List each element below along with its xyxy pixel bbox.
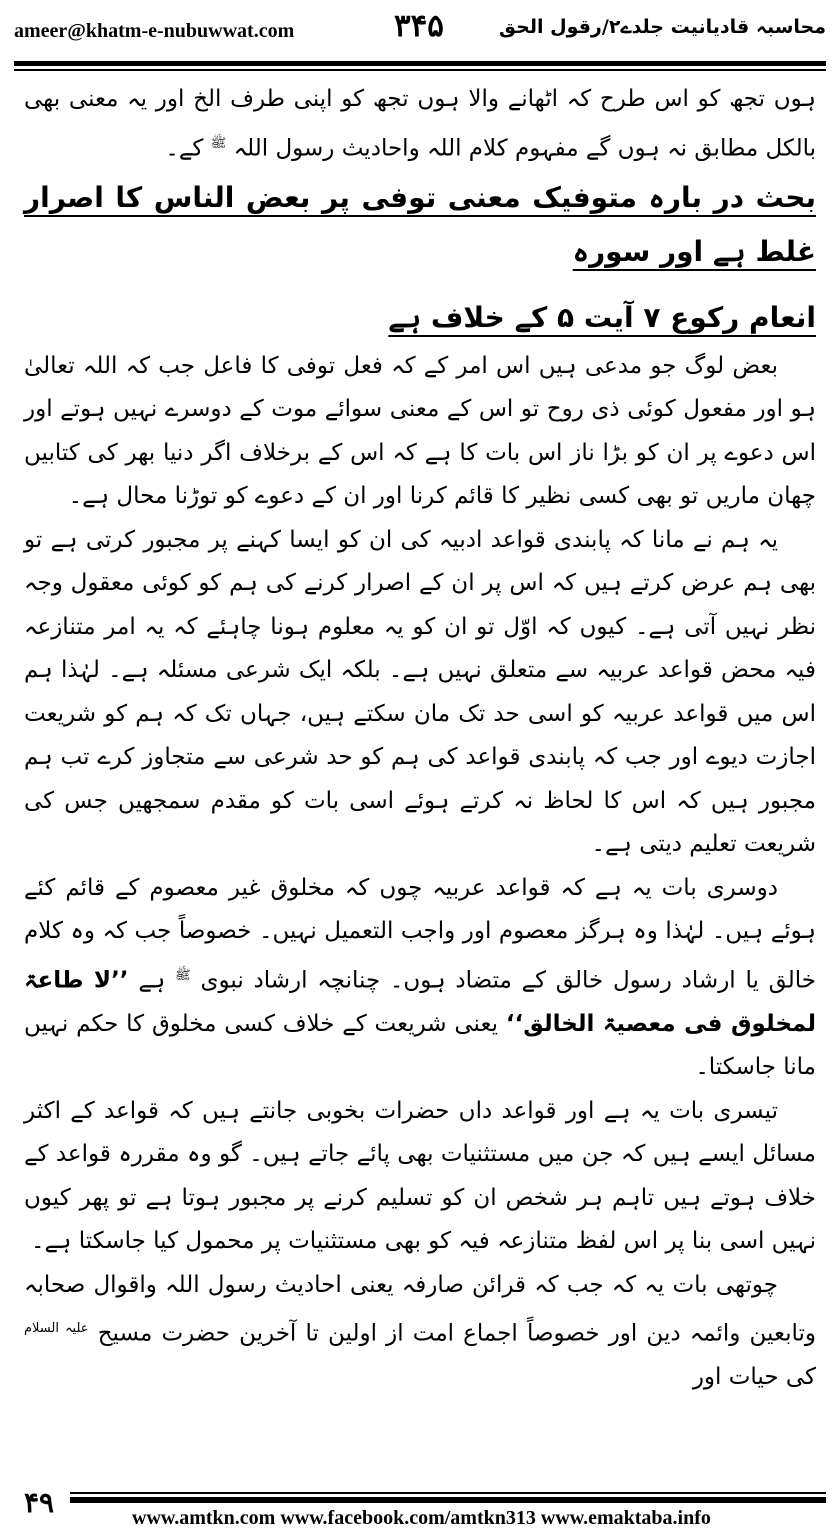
salutation-mark: علیہ السلام: [24, 1321, 89, 1337]
footer-page-number: ۴۹: [23, 1486, 55, 1519]
paragraph-6-end: کی حیات اور: [692, 1364, 816, 1391]
footer-rule-thin: [70, 1492, 826, 1494]
page-footer: [14, 1486, 826, 1530]
page-header: [14, 6, 826, 56]
salutation-mark: ﷺ: [210, 135, 227, 151]
paragraph-6: [24, 1264, 816, 1400]
header-rule-thin: [14, 69, 826, 71]
footer-rule-thick: [70, 1497, 826, 1503]
paragraph-1-text: ہوں تجھ کو اس طرح کہ اٹھانے والا ہوں تجھ کو اپنی طرف الخ اور یہ معنی بھی بالکل مطابق نہ ہوں گے مفہوم کلام اللہ واحادیث رسول اللہ: [24, 86, 816, 162]
paragraph-4-end: یعنی شریعت کے خلاف کسی مخلوق کا حکم نہیں مانا جاسکتا۔: [24, 1010, 816, 1081]
paragraph-4: [24, 867, 816, 1090]
page-body: [24, 78, 816, 1400]
paragraph-4-text: دوسری بات یہ ہے کہ قواعد عربیہ چوں کہ مخلوق غیر معصوم کے قائم کئے ہوئے ہیں۔ لہٰذا وہ ہرگز معصوم اور واجب التعمیل نہیں۔ خصوصاً جب کہ وہ کلام خالق یا ارشاد رسول خالق کے متضاد ہوں۔ چنانچہ ارشاد نبوی: [24, 874, 817, 994]
header-rule-thick: [14, 61, 826, 66]
arabic-quote: ’’لا طاعۃ لمخلوق فی معصیۃ الخالق‘‘: [24, 967, 816, 1037]
paragraph-1-end: کے۔: [165, 135, 204, 162]
paragraph-6-text: چوتھی بات یہ کہ جب کہ قرائن صارفہ یعنی احادیث رسول اللہ واقوال صحابہ وتابعین وائمہ دین اور خصوصاً اجماع امت از اولین تا آخرین حضرت مسیح: [24, 1271, 817, 1347]
section-heading-line-2: انعام رکوع ۷ آیت ۵ کے خلاف ہے: [388, 300, 816, 334]
header-email: ameer@khatm-e-nubuwwat.com: [14, 20, 295, 42]
paragraph-4-mid: ہے: [138, 967, 166, 994]
header-page-number: ۳۴۵: [394, 8, 444, 44]
salutation-mark: ﷺ: [175, 967, 191, 983]
paragraph-2: بعض لوگ جو مدعی ہیں اس امر کے کہ فعل توفی کا فاعل جب کہ اللہ تعالیٰ ہو اور مفعول کوئی ذی روح تو اس کے معنی سوائے موت کے دوسرے نہیں ہوتے اور اس دعوے پر ان کو بڑا ناز اس بات کا ہے کہ اس کے برخلاف اگر دنیا بھر کی کتابیں چھان ماریں تو بھی کسی نظیر کا قائم کرنا اور ان کے دعوے کو توڑنا محال ہے۔: [24, 352, 816, 510]
footer-website-links[interactable]: www.amtkn.com www.facebook.com/amtkn313 www.emaktaba.info: [132, 1507, 711, 1529]
paragraph-5: تیسری بات یہ ہے اور قواعد داں حضرات بخوبی جانتے ہیں کہ قواعد کے اکثر مسائل ایسے ہیں کہ جن میں مستثنیات بھی پائے جاتے ہیں۔ گو وہ مقررہ قواعد کے خلاف ہوتے ہیں تاہم ہر شخص ان کو تسلیم کرنے پر مجبور ہوتا ہے تو پھر کیوں نہیں اسی بنا پر اس لفظ متنازعہ فیہ کو بھی مستثنیات پر محمول کیا جاسکتا ہے۔: [24, 1097, 816, 1255]
header-book-title: محاسبہ قادیانیت جلدے۲/رقول الحق: [499, 16, 826, 38]
section-heading-line-1: بحث در بارہ متوفیک معنی توفی پر بعض الناس کا اصرار غلط ہے اور سورہ: [24, 180, 816, 268]
paragraph-3: یہ ہم نے مانا کہ پابندی قواعد ادبیہ کی ان کو ایسا کہنے پر مجبور کرتی ہے تو بھی ہم عرض کرتے ہیں کہ اس پر ان کے اصرار کرنے کی ہم کو کوئی معقول وجہ نظر نہیں آتی ہے۔ کیوں کہ اوّل تو ان کو یہ معلوم ہونا چاہئے کہ یہ امر متنازعہ فیہ محض قواعد عربیہ سے متعلق نہیں ہے۔ بلکہ ایک شرعی مسئلہ ہے۔ لہٰذا ہم اس میں قواعد عربیہ کو اسی حد تک مان سکتے ہیں، جہاں تک کہ ہم کو شریعت اجازت دیوے اور جب کہ پابندی قواعد کی ہم کو حد شرعی سے متجاوز کرے تب ہم مجبور ہیں کہ اس کا لحاظ نہ کرتے ہوئے اسی بات کو مقدم سمجھیں جس کی شریعت تعلیم دیتی ہے۔: [24, 526, 816, 858]
paragraph-1: [24, 78, 816, 171]
